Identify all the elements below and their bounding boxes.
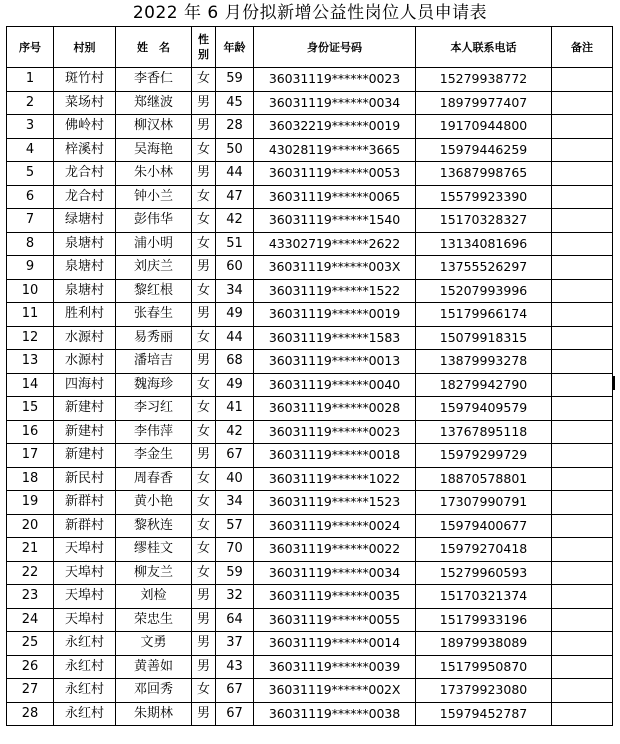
cell-gender: 女 [192, 232, 216, 256]
cell-age: 32 [216, 585, 254, 609]
cell-id-number: 36031119******0013 [254, 350, 416, 374]
cell-gender: 女 [192, 209, 216, 233]
cell-gender: 男 [192, 702, 216, 726]
cell-note [552, 138, 613, 162]
cell-gender: 女 [192, 326, 216, 350]
header-village: 村别 [54, 27, 116, 68]
table-row [7, 679, 613, 703]
cell-village: 新群村 [54, 491, 116, 515]
table-title: 2022 年 6 月份拟新增公益性岗位人员申请表 [132, 3, 488, 23]
applicant-table [6, 26, 613, 726]
cell-phone: 13755526297 [416, 256, 552, 280]
cell-village: 泉塘村 [54, 232, 116, 256]
cell-village: 新建村 [54, 397, 116, 421]
cell-gender: 女 [192, 138, 216, 162]
cell-seq: 24 [7, 608, 54, 632]
cell-age: 28 [216, 115, 254, 139]
table-row [7, 256, 613, 280]
cell-gender: 男 [192, 91, 216, 115]
cell-gender: 男 [192, 350, 216, 374]
cell-seq: 28 [7, 702, 54, 726]
cell-id-number: 36031119******0034 [254, 91, 416, 115]
cell-age: 64 [216, 608, 254, 632]
cell-village: 四海村 [54, 373, 116, 397]
cell-name: 李习红 [116, 397, 192, 421]
cell-seq: 23 [7, 585, 54, 609]
table-row [7, 702, 613, 726]
cell-gender: 男 [192, 303, 216, 327]
cell-age: 51 [216, 232, 254, 256]
table-row [7, 303, 613, 327]
cell-phone: 15979270418 [416, 538, 552, 562]
cell-village: 新民村 [54, 467, 116, 491]
cell-gender: 男 [192, 655, 216, 679]
cell-age: 40 [216, 467, 254, 491]
cell-age: 67 [216, 444, 254, 468]
cell-seq: 13 [7, 350, 54, 374]
cell-gender: 男 [192, 608, 216, 632]
cell-seq: 27 [7, 679, 54, 703]
cell-name: 黄善如 [116, 655, 192, 679]
cell-name: 浦小明 [116, 232, 192, 256]
cell-note [552, 632, 613, 656]
cell-village: 菜场村 [54, 91, 116, 115]
cell-age: 42 [216, 420, 254, 444]
cell-age: 43 [216, 655, 254, 679]
header-gender-line2: 别 [198, 48, 209, 61]
cell-phone: 15179933196 [416, 608, 552, 632]
cell-seq: 4 [7, 138, 54, 162]
cell-village: 新群村 [54, 514, 116, 538]
cell-gender: 女 [192, 373, 216, 397]
cell-phone: 19170944800 [416, 115, 552, 139]
cell-age: 67 [216, 702, 254, 726]
table-row [7, 655, 613, 679]
cell-gender: 女 [192, 397, 216, 421]
cell-id-number: 36031119******0034 [254, 561, 416, 585]
cell-seq: 11 [7, 303, 54, 327]
table-row [7, 279, 613, 303]
header-note: 备注 [552, 27, 613, 68]
cell-village: 水源村 [54, 350, 116, 374]
cell-phone: 15170321374 [416, 585, 552, 609]
cell-phone: 15579923390 [416, 185, 552, 209]
cell-phone: 17307990791 [416, 491, 552, 515]
table-row [7, 420, 613, 444]
cell-seq: 8 [7, 232, 54, 256]
cell-seq: 3 [7, 115, 54, 139]
cell-id-number: 36031119******0038 [254, 702, 416, 726]
cell-name: 朱期林 [116, 702, 192, 726]
cell-id-number: 36031119******1522 [254, 279, 416, 303]
cell-age: 70 [216, 538, 254, 562]
cell-age: 50 [216, 138, 254, 162]
cell-seq: 26 [7, 655, 54, 679]
cell-note [552, 162, 613, 186]
cell-note [552, 350, 613, 374]
cell-phone: 15979400677 [416, 514, 552, 538]
cell-seq: 20 [7, 514, 54, 538]
cell-gender: 女 [192, 561, 216, 585]
cell-name: 郑继波 [116, 91, 192, 115]
cell-seq: 10 [7, 279, 54, 303]
cell-id-number: 36031119******0039 [254, 655, 416, 679]
cell-phone: 13767895118 [416, 420, 552, 444]
cell-id-number: 36031119******1583 [254, 326, 416, 350]
cell-phone: 15979299729 [416, 444, 552, 468]
cell-name: 吴海艳 [116, 138, 192, 162]
cell-phone: 18979938089 [416, 632, 552, 656]
cell-note [552, 256, 613, 280]
cell-id-number: 36031119******0023 [254, 68, 416, 92]
cell-id-number: 43302719******2622 [254, 232, 416, 256]
cell-seq: 18 [7, 467, 54, 491]
table-row [7, 561, 613, 585]
cell-name: 缪桂文 [116, 538, 192, 562]
cell-note [552, 679, 613, 703]
cell-note [552, 185, 613, 209]
cell-gender: 男 [192, 632, 216, 656]
cell-id-number: 36032219******0019 [254, 115, 416, 139]
cell-id-number: 43028119******3665 [254, 138, 416, 162]
cell-id-number: 36031119******0040 [254, 373, 416, 397]
table-row [7, 467, 613, 491]
header-gender-line1: 性 [198, 33, 209, 46]
cell-name: 刘庆兰 [116, 256, 192, 280]
cell-note [552, 655, 613, 679]
cell-village: 梓溪村 [54, 138, 116, 162]
header-phone: 本人联系电话 [416, 27, 552, 68]
cell-age: 49 [216, 303, 254, 327]
cell-seq: 9 [7, 256, 54, 280]
cell-name: 刘检 [116, 585, 192, 609]
table-row [7, 491, 613, 515]
cell-seq: 22 [7, 561, 54, 585]
cell-note [552, 373, 613, 397]
cell-id-number: 36031119******0014 [254, 632, 416, 656]
cell-phone: 15979409579 [416, 397, 552, 421]
cell-seq: 5 [7, 162, 54, 186]
table-row [7, 232, 613, 256]
cell-age: 49 [216, 373, 254, 397]
table-row [7, 632, 613, 656]
cell-seq: 21 [7, 538, 54, 562]
cell-id-number: 36031119******0023 [254, 420, 416, 444]
cell-village: 天埠村 [54, 585, 116, 609]
cell-village: 泉塘村 [54, 279, 116, 303]
cell-gender: 女 [192, 185, 216, 209]
cell-id-number: 36031119******1022 [254, 467, 416, 491]
cell-village: 水源村 [54, 326, 116, 350]
edge-marker [613, 376, 615, 390]
cell-village: 永红村 [54, 702, 116, 726]
cell-age: 57 [216, 514, 254, 538]
cell-village: 绿塘村 [54, 209, 116, 233]
cell-gender: 男 [192, 115, 216, 139]
table-row [7, 397, 613, 421]
cell-name: 李伟萍 [116, 420, 192, 444]
table-row [7, 444, 613, 468]
table-row [7, 115, 613, 139]
table-row [7, 91, 613, 115]
cell-village: 天埠村 [54, 608, 116, 632]
table-row [7, 350, 613, 374]
cell-note [552, 68, 613, 92]
cell-id-number: 36031119******1540 [254, 209, 416, 233]
cell-note [552, 279, 613, 303]
cell-name: 易秀丽 [116, 326, 192, 350]
cell-id-number: 36031119******0022 [254, 538, 416, 562]
cell-seq: 7 [7, 209, 54, 233]
header-row [7, 27, 613, 68]
cell-village: 新建村 [54, 444, 116, 468]
cell-phone: 13687998765 [416, 162, 552, 186]
cell-name: 文勇 [116, 632, 192, 656]
cell-note [552, 303, 613, 327]
cell-phone: 15179966174 [416, 303, 552, 327]
cell-name: 周春香 [116, 467, 192, 491]
cell-age: 59 [216, 68, 254, 92]
cell-village: 龙合村 [54, 185, 116, 209]
cell-note [552, 561, 613, 585]
table-row [7, 514, 613, 538]
cell-id-number: 36031119******0053 [254, 162, 416, 186]
cell-name: 邓回秀 [116, 679, 192, 703]
cell-age: 60 [216, 256, 254, 280]
cell-age: 67 [216, 679, 254, 703]
cell-note [552, 420, 613, 444]
cell-village: 永红村 [54, 655, 116, 679]
cell-id-number: 36031119******0024 [254, 514, 416, 538]
cell-village: 龙合村 [54, 162, 116, 186]
cell-village: 天埠村 [54, 538, 116, 562]
cell-phone: 15279938772 [416, 68, 552, 92]
cell-note [552, 538, 613, 562]
cell-village: 斑竹村 [54, 68, 116, 92]
cell-gender: 女 [192, 420, 216, 444]
cell-name: 朱小林 [116, 162, 192, 186]
cell-gender: 女 [192, 491, 216, 515]
cell-name: 钟小兰 [116, 185, 192, 209]
cell-phone: 13134081696 [416, 232, 552, 256]
cell-phone: 15979452787 [416, 702, 552, 726]
table-row [7, 185, 613, 209]
cell-phone: 17379923080 [416, 679, 552, 703]
cell-note [552, 209, 613, 233]
cell-phone: 15179950870 [416, 655, 552, 679]
cell-note [552, 608, 613, 632]
cell-name: 张春生 [116, 303, 192, 327]
cell-gender: 女 [192, 514, 216, 538]
cell-age: 34 [216, 491, 254, 515]
header-name: 姓 名 [116, 27, 192, 68]
cell-gender: 男 [192, 585, 216, 609]
cell-id-number: 36031119******1523 [254, 491, 416, 515]
cell-age: 41 [216, 397, 254, 421]
cell-id-number: 36031119******0028 [254, 397, 416, 421]
table-row [7, 209, 613, 233]
cell-name: 柳友兰 [116, 561, 192, 585]
cell-seq: 1 [7, 68, 54, 92]
cell-phone: 18870578801 [416, 467, 552, 491]
cell-seq: 12 [7, 326, 54, 350]
cell-note [552, 514, 613, 538]
cell-seq: 14 [7, 373, 54, 397]
header-gender [192, 27, 216, 68]
cell-seq: 19 [7, 491, 54, 515]
table-row [7, 326, 613, 350]
cell-seq: 16 [7, 420, 54, 444]
cell-seq: 2 [7, 91, 54, 115]
cell-name: 柳汉林 [116, 115, 192, 139]
cell-gender: 男 [192, 256, 216, 280]
header-id: 身份证号码 [254, 27, 416, 68]
cell-age: 34 [216, 279, 254, 303]
cell-name: 潘培吉 [116, 350, 192, 374]
cell-seq: 25 [7, 632, 54, 656]
cell-phone: 15979446259 [416, 138, 552, 162]
cell-note [552, 491, 613, 515]
cell-seq: 6 [7, 185, 54, 209]
cell-note [552, 115, 613, 139]
cell-age: 37 [216, 632, 254, 656]
cell-village: 佛岭村 [54, 115, 116, 139]
cell-age: 44 [216, 162, 254, 186]
cell-phone: 15279960593 [416, 561, 552, 585]
table-row [7, 585, 613, 609]
cell-phone: 15207993996 [416, 279, 552, 303]
cell-seq: 17 [7, 444, 54, 468]
cell-name: 魏海珍 [116, 373, 192, 397]
cell-village: 永红村 [54, 632, 116, 656]
header-age: 年龄 [216, 27, 254, 68]
cell-id-number: 36031119******003X [254, 256, 416, 280]
cell-name: 李香仁 [116, 68, 192, 92]
cell-phone: 18979977407 [416, 91, 552, 115]
cell-village: 永红村 [54, 679, 116, 703]
table-row [7, 373, 613, 397]
cell-gender: 女 [192, 68, 216, 92]
cell-village: 新建村 [54, 420, 116, 444]
cell-gender: 男 [192, 162, 216, 186]
cell-village: 泉塘村 [54, 256, 116, 280]
table-row [7, 538, 613, 562]
table-row [7, 162, 613, 186]
cell-gender: 女 [192, 679, 216, 703]
cell-name: 黎红根 [116, 279, 192, 303]
cell-id-number: 36031119******0055 [254, 608, 416, 632]
cell-note [552, 702, 613, 726]
cell-note [552, 397, 613, 421]
cell-gender: 女 [192, 279, 216, 303]
cell-note [552, 444, 613, 468]
cell-id-number: 36031119******002X [254, 679, 416, 703]
cell-phone: 15079918315 [416, 326, 552, 350]
cell-gender: 女 [192, 467, 216, 491]
cell-id-number: 36031119******0018 [254, 444, 416, 468]
cell-id-number: 36031119******0019 [254, 303, 416, 327]
cell-age: 44 [216, 326, 254, 350]
cell-id-number: 36031119******0035 [254, 585, 416, 609]
cell-age: 47 [216, 185, 254, 209]
cell-village: 胜利村 [54, 303, 116, 327]
cell-name: 彭伟华 [116, 209, 192, 233]
cell-phone: 13879993278 [416, 350, 552, 374]
cell-age: 42 [216, 209, 254, 233]
table-row [7, 608, 613, 632]
cell-note [552, 232, 613, 256]
cell-note [552, 326, 613, 350]
cell-note [552, 585, 613, 609]
cell-name: 荣忠生 [116, 608, 192, 632]
cell-age: 68 [216, 350, 254, 374]
cell-name: 黎秋连 [116, 514, 192, 538]
cell-age: 59 [216, 561, 254, 585]
cell-gender: 男 [192, 444, 216, 468]
cell-name: 黄小艳 [116, 491, 192, 515]
table-row [7, 68, 613, 92]
cell-note [552, 467, 613, 491]
cell-id-number: 36031119******0065 [254, 185, 416, 209]
cell-gender: 女 [192, 538, 216, 562]
table-row [7, 138, 613, 162]
cell-note [552, 91, 613, 115]
cell-name: 李金生 [116, 444, 192, 468]
header-seq: 序号 [7, 27, 54, 68]
cell-phone: 18279942790 [416, 373, 552, 397]
cell-phone: 15170328327 [416, 209, 552, 233]
cell-seq: 15 [7, 397, 54, 421]
cell-village: 天埠村 [54, 561, 116, 585]
cell-age: 45 [216, 91, 254, 115]
